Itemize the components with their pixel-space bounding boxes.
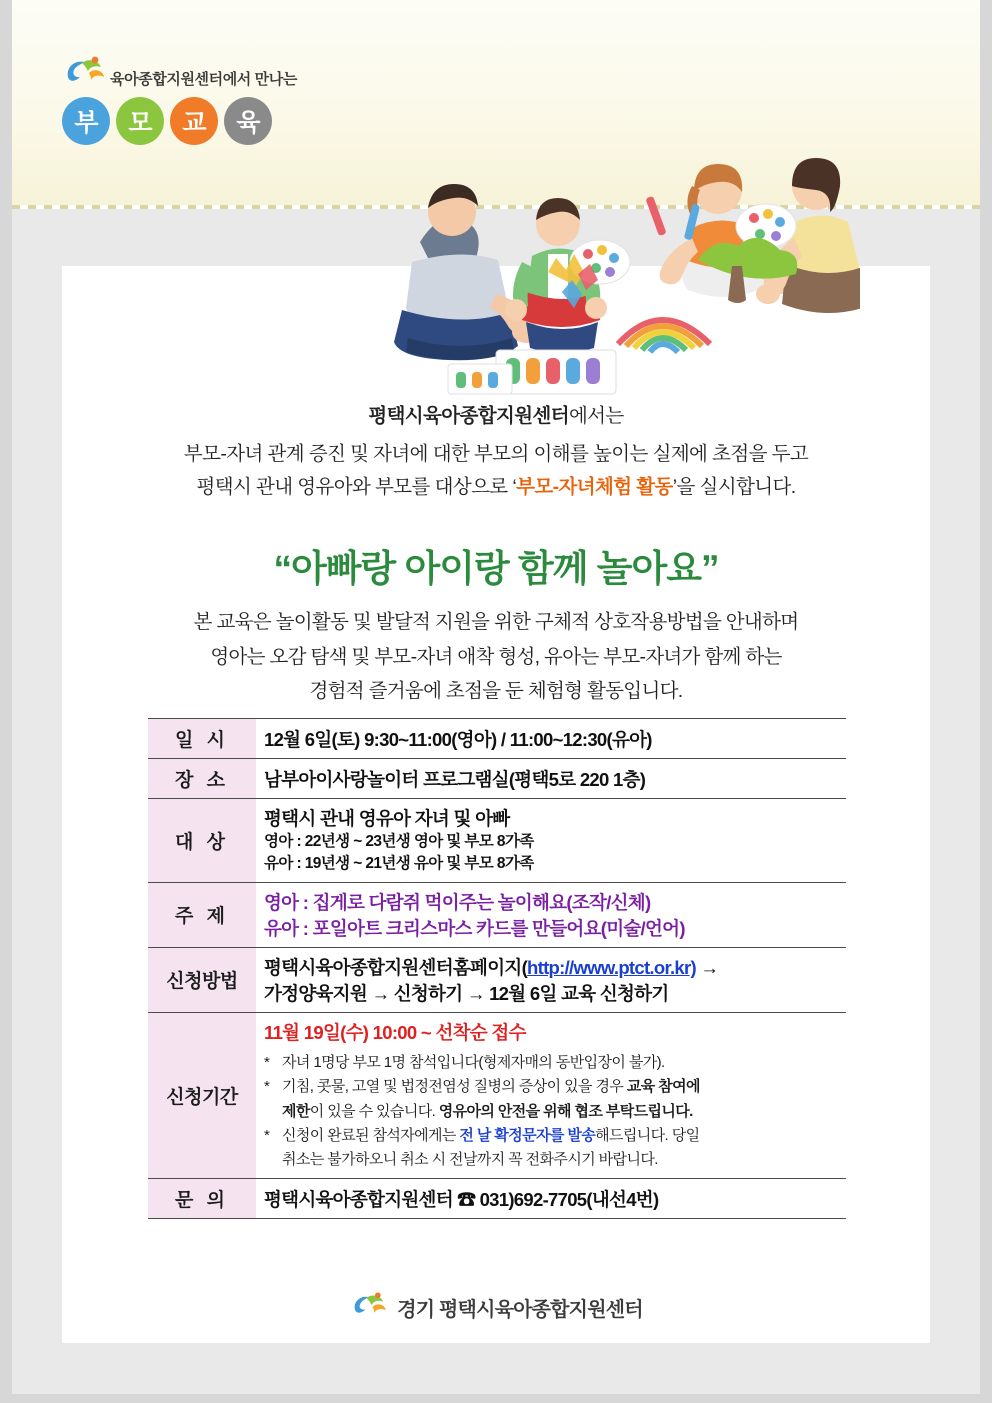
intro-line1-rest: 에서는: [568, 405, 624, 427]
logo-char-2: 모: [116, 97, 164, 145]
page-frame-right: [980, 0, 992, 1403]
note-text-2-indent-pre: 제한: [282, 1102, 310, 1120]
logo-char-4: 육: [224, 97, 272, 145]
period-note-1: [264, 1051, 838, 1075]
label-inquiry: 문 의: [148, 1179, 256, 1219]
intro-line3-accent: 부모-자녀체험 활동: [516, 476, 673, 499]
inquiry-center-name: 평택시육아종합지원센터: [264, 1188, 458, 1210]
description-line-2: 영아는 오감 탐색 및 부모-자녀 애착 형성, 유아는 부모-자녀가 함께 하는: [210, 645, 782, 668]
footer-center-name: 경기 평택시육아종합지원센터: [397, 1299, 643, 1321]
apply-method-prefix: 평택시육아종합지원센터홈페이지(: [264, 956, 528, 978]
theme-infant: 영아 : 집게로 다람쥐 먹이주는 놀이해요(조작/신체): [264, 891, 651, 913]
description-line-1: 본 교육은 놀이활동 및 발달적 지원을 위한 구체적 상호작용방법을 안내하며: [193, 611, 799, 633]
intro-line2: 부모-자녀 관계 증진 및 자녀에 대한 부모의 이해를 높이는 실제에 초점을 두고: [183, 442, 809, 465]
target-main: 평택시 관내 영유아 자녀 및 아빠: [264, 808, 510, 829]
note-text-3-highlight: 전 날 확정문자를 발송: [459, 1126, 596, 1144]
target-sub-infant: 영아 : 22년생 ~ 23년생 영아 및 부모 8가족: [264, 833, 534, 850]
period-note-2: [264, 1075, 838, 1124]
target-sub-child: 유아 : 19년생 ~ 21년생 유아 및 부모 8가족: [264, 855, 534, 873]
note-star-3: *: [264, 1126, 270, 1144]
value-theme: [256, 882, 846, 947]
intro-paragraph: [62, 400, 930, 505]
family-painting-illustration: [300, 142, 860, 402]
apply-method-line-2: 가정양육지원 → 신청하기 → 12월 6일 교육 신청하기: [264, 982, 669, 1004]
label-target: 대 상: [148, 799, 256, 883]
value-place: 남부아이사랑놀이터 프로그램실(평택5로 220 1층): [256, 759, 846, 799]
page-frame-bottom: [0, 1393, 992, 1403]
logo-char-3: 교: [170, 97, 218, 145]
phone-icon: ☎: [457, 1188, 476, 1210]
theme-child: 유아 : 포일아트 크리스마스 카드를 만들어요(미술/언어): [264, 917, 685, 939]
table-row-place: [148, 759, 846, 799]
program-info-table: [148, 718, 846, 1219]
homepage-link[interactable]: http://www.ptct.or.kr): [527, 956, 696, 978]
sc-swirl-logo-icon: [62, 55, 106, 91]
logo-word-circles: [62, 97, 297, 145]
intro-line3-post: ’을 실시합니다.: [672, 476, 796, 499]
logo-char-1: 부: [62, 97, 110, 145]
intro-line3-pre: 평택시 관내 영유아와 부모를 대상으로 ‘: [196, 476, 517, 499]
page-title: “아빠랑 아이랑 함께 놀아요”: [273, 548, 719, 589]
value-apply-period: [256, 1012, 846, 1178]
value-target: [256, 799, 846, 883]
note-text-2-indent-bold: 영유아의 안전을 위해 협조 부탁드립니다.: [438, 1102, 693, 1120]
apply-method-arrow: →: [695, 956, 719, 978]
footer: [62, 1290, 930, 1325]
inquiry-phone-number: 031)692-7705(내선4번): [475, 1188, 659, 1210]
apply-method-line-1: [264, 954, 838, 980]
note-star-2: *: [264, 1078, 270, 1096]
label-apply-method: 신청방법: [148, 947, 256, 1012]
period-note-3: [264, 1124, 838, 1173]
note-star-1: *: [264, 1053, 270, 1071]
table-row-apply-period: [148, 1012, 846, 1178]
intro-center-name: 평택시육아종합지원센터: [368, 405, 569, 427]
logo-subtitle: 육아종합지원센터에서 만나는: [110, 71, 297, 88]
period-headline: 11월 19일(수) 10:00 ~ 선착순 접수: [264, 1021, 526, 1043]
value-inquiry: [256, 1179, 846, 1219]
label-place: 장 소: [148, 759, 256, 799]
label-apply-period: 신청기간: [148, 1012, 256, 1178]
note-text-2-indent-rest: 이 있을 수 있습니다.: [309, 1102, 439, 1120]
value-datetime: 12월 6일(토) 9:30~11:00(영아) / 11:00~12:30(유아): [256, 719, 846, 759]
note-text-3-pre: 신청이 완료된 참석자에게는: [282, 1126, 460, 1144]
value-apply-method: [256, 947, 846, 1012]
sc-swirl-logo-small-icon: [349, 1290, 389, 1325]
table-row-datetime: [148, 719, 846, 759]
note-text-3-post: 해드립니다. 당일: [595, 1126, 700, 1144]
table-row-inquiry: [148, 1179, 846, 1219]
table-row-theme: [148, 882, 846, 947]
note-text-2-pre: 기침, 콧물, 고열 및 법정전염성 질병의 증상이 있을 경우: [282, 1078, 627, 1096]
label-theme: 주 제: [148, 882, 256, 947]
note-text-2-bold: 교육 참여에: [626, 1078, 700, 1096]
table-row-apply-method: [148, 947, 846, 1012]
label-datetime: 일 시: [148, 719, 256, 759]
brand-logo: [62, 55, 297, 145]
intro-line3: [62, 471, 930, 505]
note-text-1: 자녀 1명당 부모 1명 참석입니다(형제자매의 동반입장이 불가).: [282, 1053, 665, 1071]
description-paragraph: [62, 605, 930, 709]
table-row-target: [148, 799, 846, 883]
description-line-3: 경험적 즐거움에 초점을 둔 체험형 활동입니다.: [309, 680, 683, 703]
page-frame-left: [0, 0, 12, 1403]
note-text-3-indent: 취소는 불가하오니 취소 시 전날까지 꼭 전화주시기 바랍니다.: [282, 1151, 658, 1169]
